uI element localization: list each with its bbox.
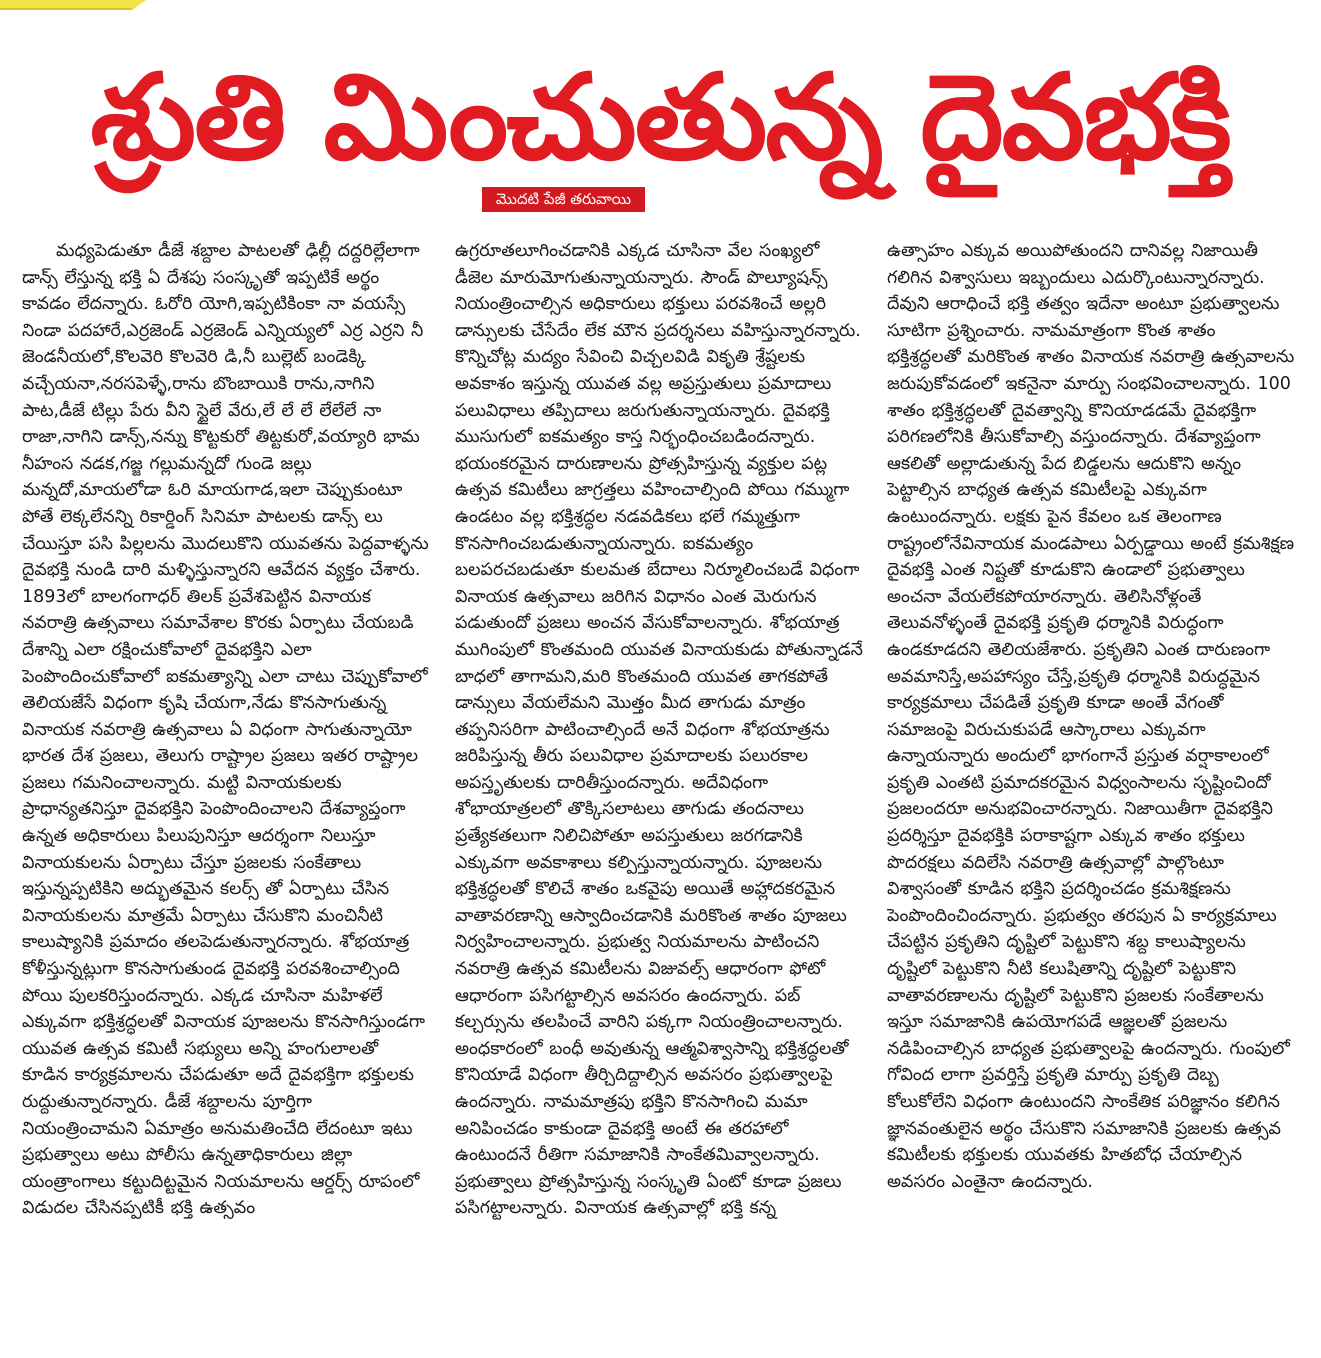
article-column-2: ఉగ్రరూతలూగించడానికి ఎక్కడ చూసినా వేల సంఖ్యలో డీజెల మారుమోగుతున్నాయన్నారు. సౌండ్ పొల్యూషన్స్ నియంత్రించాల్సిన అధికారులు భక్తులు పరవశించే అల్లరి డాన్సులకు చేసేదేం లేక మౌన ప్రదర్శనలు వహిస్తున్నారన్నారు. కొన్నిచోట్ల మద్యం సేవించి విచ్చలవిడి వికృతి శ్రేష్టలకు అవకాశం ఇస్తున్న యువత వల్ల అప్రస్తుతులు ప్రమాదాలు పలువిధాలు తప్పిదాలు జరుగుతున్నాయన్నారు. దైవభక్తి ముసుగులో ఐకమత్యం కాస్త నిర్భంధించబడిందన్నారు. భయంకరమైన దారుణాలను ప్రోత్సహిస్తున్న వ్యక్తుల పట్ల ఉత్సవ కమిటీలు జాగ్రత్తలు వహించాల్సింది పోయి గమ్ముగా ఉండటం వల్ల భక్తిశ్రద్ధల నడవడికలు భలే గమ్మత్తుగా కొనసాగించబడుతున్నాయన్నారు. ఐకమత్యం బలపరచబడుతూ కులమత బేదాలు నిర్మూలించబడే విధంగా వినాయక ఉత్సవాలు జరిగిన విధానం ఎంత మెరుగున పడుతుందో ప్రజలు అంచన వేసుకోవాలన్నారు. శోభయాత్ర ముగింపులో కొంతమంది యువత వినాయకుడు పోతున్నాడనే బాధలో తాగామని,మరి కొంతమంది యువత తాగకపోతే డాన్సులు వేయలేమని మొత్తం మీద తాగుడు మాత్రం తప్పనిసరిగా పాటించాల్సిందే అనే విధంగా శోభయాత్రను జరిపిస్తున్న తీరు పలువిధాల ప్రమాదాలకు పలురకాల అపస్తృతులకు దారితీస్తుందన్నారు. అదేవిధంగా శోభాయాత్రలలో తొక్కిసలాటలు తాగుడు తందనాలు ప్రత్యేకతలుగా నిలిచిపోతూ అపస్తుతులు జరగడానికి ఎక్కువగా అవకాశాలు కల్పిస్తున్నాయన్నారు. పూజలను భక్తిశ్రద్ధలతో కొలిచే శాతం ఒకవైపు అయితే అహ్లాదకరమైన వాతావరణాన్ని ఆస్వాదించడానికి మరికొంత శాతం పూజలు నిర్వహించాలన్నారు. ప్రభుత్వ నియమాలను పాటించని నవరాత్రి ఉత్సవ కమిటీలను విజువల్స్ ఆధారంగా ఫోటో ఆధారంగా పసిగట్టాల్సిన అవసరం ఉందన్నారు. పబ్ కల్చర్సును తలపించే వారిని పక్కగా నియంత్రించాలన్నారు. అంధకారంలో బంధీ అవుతున్న ఆత్మవిశ్వాసాన్ని భక్తిశ్రద్ధలతో కొనియాడే విధంగా తీర్చిదిద్దాల్సిన అవసరం ప్రభుత్వాలపై ఉందన్నారు. నామమాత్రపు భక్తిని కొనసాగించి మమా అనిపించడం కాకుండా దైవభక్తి అంటే ఈ తరహాలో ఉంటుందనే రీతిగా సమాజానికి సాంకేతమివ్వాలన్నారు. ప్రభుత్వాలు ప్రోత్సహిస్తున్న సంస్కృతి ఏంటో కూడా ప్రజలు పసిగట్టాలన్నారు. వినాయక ఉత్సవాల్లో భక్తి కన్న xyxy=(455,241,863,1219)
headline: శ్రుతి మించుతున్న దైవభక్తి xyxy=(90,48,1230,186)
article-column-3: ఉత్సాహం ఎక్కువ అయిపోతుందని దానివల్ల నిజాయితీ గలిగిన విశ్వాసులు ఇబ్బందులు ఎదుర్కొంటున్నారన్నారు. దేవుని ఆరాధించే భక్తి తత్వం ఇదేనా అంటూ ప్రభుత్వాలను సూటిగా ప్రశ్నించారు. నామమాత్రంగా కొంత శాతం భక్తిశ్రద్ధలతో మరికొంత శాతం వినాయక నవరాత్రి ఉత్సవాలను జరుపుకోవడంలో ఇకనైనా మార్పు సంభవించాలన్నారు. 100 శాతం భక్తిశ్రద్ధలతో దైవత్వాన్ని కొనియాడడమే దైవభక్తిగా పరిగణలోనికి తీసుకోవాల్సి వస్తుందన్నారు. దేశవ్యాప్తంగా ఆకలితో అల్లాడుతున్న పేద బిడ్డలను ఆదుకొని అన్నం పెట్టాల్సిన బాధ్యత ఉత్సవ కమిటీలపై ఎక్కువగా ఉంటుందన్నారు. లక్షకు పైన కేవలం ఒక తెలంగాణ రాష్ట్రంలోనేవినాయక మండపాలు ఏర్పడ్డాయి అంటే క్రమశిక్షణ దైవభక్తి ఎంత నిష్టతో కూడుకొని ఉండాలో ప్రభుత్వాలు అంచనా వేయలేకపోయారన్నారు. తెలిసినోళ్లంతే తెలువనోళ్ళంతే దైవభక్తి ప్రకృతి ధర్మానికి విరుద్ధంగా ఉండకూడదని తెలియజేశారు. ప్రకృతిని ఎంత దారుణంగా అవమానిస్తే,అపహాస్యం చేస్తే,ప్రకృతి ధర్మానికి విరుద్ధమైన కార్యక్రమాలు చేపడితే ప్రకృతి కూడా అంతే వేగంతో సమాజంపై విరుచుకుపడే ఆస్కారాలు ఎక్కువగా ఉన్నాయన్నారు అందులో భాగంగానే ప్రస్తుత వర్షాకాలంలో ప్రకృతి ఎంతటి ప్రమాదకరమైన విధ్వంసాలను సృష్టించిందో ప్రజలందరూ అనుభవించారన్నారు. నిజాయితీగా దైవభక్తిని ప్రదర్శిస్తూ దైవభక్తికి పరాకాష్టగా ఎక్కువ శాతం భక్తులు పొదరక్షలు వదిలేసి నవరాత్రి ఉత్సవాల్లో పాల్గొంటూ విశ్వాసంతో కూడిన భక్తిని ప్రదర్శించడం క్రమశిక్షణను పెంపొందించిందన్నారు. ప్రభుత్వం తరపున ఏ కార్యక్రమాలు చేపట్టిన ప్రకృతిని దృష్టిలో పెట్టుకొని శబ్ద కాలుష్యాలను దృష్టిలో పెట్టుకొని నీటి కలుషితాన్ని దృష్టిలో పెట్టుకొని వాతావరణాలను దృష్టిలో పెట్టుకొని ప్రజలకు సంకేతాలను ఇస్తూ సమాజానికి ఉపయోగపడే ఆజ్ఞలతో ప్రజలను నడిపించాల్సిన బాధ్యత ప్రభుత్వాలపై ఉందన్నారు. గుంపులో గోవింద లాగా ప్రవర్తిస్తే ప్రకృతి మార్పు ప్రకృతి దెబ్బ కోలుకోలేని విధంగా ఉంటుందని సాంకేతిక పరిజ్ఞానం కలిగిన జ్ఞానవంతులైన అర్థం చేసుకొని సమాజానికి ప్రజలకు ఉత్సవ కమిటీలకు భక్తులకు యువతకు హితబోధ చేయాల్సిన అవసరం ఎంతైనా ఉందన్నారు. xyxy=(887,241,1295,1192)
article-column-1: మధ్యపెడుతూ డీజే శబ్దాల పాటలతో ఢిల్లీ దద్దరిల్లేలాగా డాన్స్ లేస్తున్న భక్తి ఏ దేశపు సంస్కృతో ఇప్పటికే అర్థం కావడం లేదన్నారు. ఓరోరి యోగి,ఇప్పటికింకా నా వయస్సే నిండా పదహారే,ఎర్రజెండ్ ఎర్రజెండ్ ఎన్నియ్యలో ఎర్ర ఎర్రని నీ జెండనీయలో,కొలవెరి కొలవెరి డి,నీ బుల్లెట్ బండెక్కి వచ్చేయనా,నరసపెళ్ళే,రాను బొంబాయికి రాను,నాగిని పాట,డీజే టిల్లు పేరు వీని స్టైలే వేరు,లే లే లే లేలేలే నా రాజా,నాగిని డాన్స్,నన్ను కొట్టకురో తిట్టకురో,వయ్యారి భామ నీహంస నడక,గజ్జ గల్లుమన్నదో గుండె జల్లు మన్నదో,మాయలోడా ఓరి మాయగాడ,ఇలా చెప్పుకుంటూ పోతే లెక్కలేనన్ని రికార్డింగ్ సినిమా పాటలకు డాన్స్ లు చేయిస్తూ పసి పిల్లలను మొదలుకొని యువతను పెద్దవాళ్ళను దైవభక్తి నుండి దారి మళ్ళిస్తున్నారని ఆవేదన వ్యక్తం చేశారు. 1893లో బాలగంగాధర్ తిలక్ ప్రవేశపెట్టిన వినాయక నవరాత్రి ఉత్సవాలు సమావేశాల కొరకు ఏర్పాటు చేయబడి దేశాన్ని ఎలా రక్షించుకోవాలో దైవభక్తిని ఎలా పెంపొందించుకోవాలో ఐకమత్యాన్ని ఎలా చాటు చెప్పుకోవాలో తెలియజేసే విధంగా కృషి చేయగా,నేడు కొనసాగుతున్న వినాయక నవరాత్రి ఉత్సవాలు ఏ విధంగా సాగుతున్నాయో భారత దేశ ప్రజలు, తెలుగు రాష్ట్రాల ప్రజలు ఇతర రాష్ట్రాల ప్రజలు గమనించాలన్నారు. మట్టి వినాయకులకు ప్రాధాన్యతనిస్తూ దైవభక్తిని పెంపొందించాలని దేశవ్యాప్తంగా ఉన్నత అధికారులు పిలుపునిస్తూ ఆదర్శంగా నిలుస్తూ వినాయకులను ఏర్పాటు చేస్తూ ప్రజలకు సంకేతాలు ఇస్తున్నప్పటికిని అద్భుతమైన కలర్స్ తో ఏర్పాటు చేసిన వినాయకులను మాత్రమే ఏర్పాటు చేసుకొని మంచినీటి కాలుష్యానికి ప్రమాదం తలపెడుతున్నారన్నారు. శోభయాత్ర కోళీస్తున్నట్లుగా కొనసాగుతుండ దైవభక్తి పరవశించాల్సింది పోయి పులకరిస్తుందన్నారు. ఎక్కడ చూసినా మహిళలే ఎక్కువగా భక్తిశ్రద్ధలతో వినాయక పూజలను కొనసాగిస్తుండగా యువత ఉత్సవ కమిటీ సభ్యులు అన్ని హంగులాలతో కూడిన కార్యక్రమాలను చేపడుతూ అదే దైవభక్తిగా భక్తులకు రుద్దుతున్నారన్నారు. డీజే శబ్దాలను పూర్తిగా నియంత్రించామని ఏమాత్రం అనుమతించేది లేదంటూ ఇటు ప్రభుత్వాలు అటు పోలీసు ఉన్నతాధికారులు జిల్లా యంత్రాంగాలు కట్టుదిట్టమైన నియమాలను ఆర్డర్స్ రూపంలో విడుదల చేసినప్పటికీ భక్తి ఉత్సవం xyxy=(22,241,429,1219)
continued-from-front-page-tag: మొదటి పేజీ తరువాయి xyxy=(482,187,645,212)
corner-tab xyxy=(0,0,132,10)
